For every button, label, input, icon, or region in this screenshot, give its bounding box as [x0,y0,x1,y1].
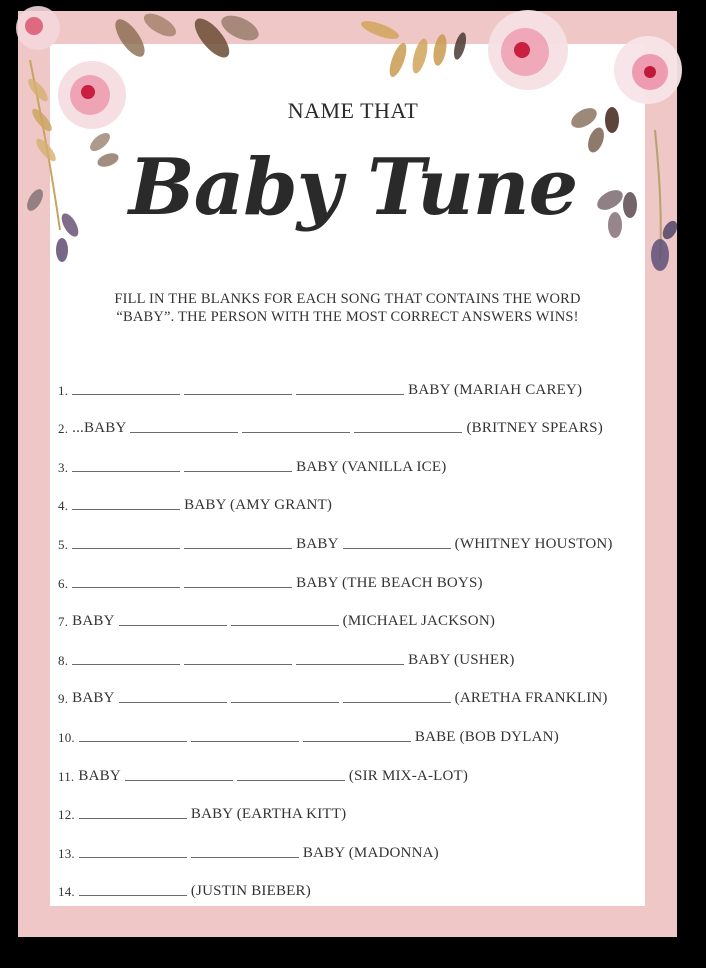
song-item [58,476,648,515]
instructions-line-2: “BABY”. THE PERSON WITH THE MOST CORRECT ANSWERS WINS! [116,309,579,325]
lyric-text: BABY (MARIAH CAREY) [408,381,583,398]
item-number: 8. [58,652,69,668]
answer-blank[interactable] [237,779,345,781]
lyric-text: BABY (VANILLA ICE) [296,458,447,475]
lyric-text: BABY (THE BEACH BOYS) [296,574,483,591]
answer-blank[interactable] [296,393,404,395]
song-item [58,437,648,476]
answer-blank[interactable] [184,586,292,588]
item-number: 13. [58,845,75,861]
answer-blank[interactable] [72,547,180,549]
song-item [58,746,648,785]
item-number: 12. [58,807,75,823]
item-number: 6. [58,575,69,591]
answer-blank[interactable] [79,740,187,742]
song-item [58,823,648,862]
song-item [58,785,648,824]
answer-blank[interactable] [191,856,299,858]
answer-blank[interactable] [72,663,180,665]
song-item [58,592,648,631]
item-number: 5. [58,536,69,552]
page-title: Baby Tune [128,142,578,233]
song-item [58,862,648,901]
answer-blank[interactable] [191,740,299,742]
answer-blank[interactable] [184,470,292,472]
song-item [58,360,648,399]
song-item [58,707,648,746]
lyric-text: (SIR MIX-A-LOT) [348,767,469,784]
answer-blank[interactable] [130,431,238,433]
answer-blank[interactable] [242,431,350,433]
lyric-text: (WHITNEY HOUSTON) [454,535,613,552]
answer-blank[interactable] [354,431,462,433]
answer-blank[interactable] [303,740,411,742]
item-number: 11. [58,768,75,784]
answer-blank[interactable] [72,470,180,472]
song-item [58,630,648,669]
answer-blank[interactable] [79,817,187,819]
song-item [58,669,648,708]
answer-blank[interactable] [343,547,451,549]
song-list [58,360,648,900]
item-number: 1. [58,382,69,398]
lyric-text: BABY (AMY GRANT) [184,497,333,514]
answer-blank[interactable] [231,624,339,626]
item-number: 9. [58,691,69,707]
lyric-text: BABY (EARTHA KITT) [190,806,347,823]
lyric-text: (MICHAEL JACKSON) [342,613,496,630]
lyric-text: BABY (MADONNA) [302,844,439,861]
lyric-text: BABE (BOB DYLAN) [414,728,559,745]
answer-blank[interactable] [184,663,292,665]
lyric-text: BABY [72,690,115,707]
item-number: 3. [58,459,69,475]
answer-blank[interactable] [125,779,233,781]
lyric-text: (BRITNEY SPEARS) [466,420,603,437]
item-number: 7. [58,614,69,630]
item-number: 2. [58,421,69,437]
song-item [58,514,648,553]
answer-blank[interactable] [72,393,180,395]
item-number: 10. [58,729,75,745]
item-number: 4. [58,498,69,514]
answer-blank[interactable] [79,894,187,896]
answer-blank[interactable] [79,856,187,858]
answer-blank[interactable] [72,586,180,588]
answer-blank[interactable] [184,547,292,549]
answer-blank[interactable] [119,701,227,703]
answer-blank[interactable] [231,701,339,703]
lyric-text: BABY [296,535,339,552]
subtitle: NAME THAT [287,98,419,123]
song-item [58,553,648,592]
instructions-line-1: FILL IN THE BLANKS FOR EACH SONG THAT CONTAINS THE WORD [114,291,581,307]
answer-blank[interactable] [296,663,404,665]
lyric-text: (ARETHA FRANKLIN) [454,690,608,707]
answer-blank[interactable] [72,508,180,510]
item-number: 14. [58,884,75,900]
lyric-text: BABY (USHER) [408,651,515,668]
instructions [50,290,645,326]
song-item [58,399,648,438]
answer-blank[interactable] [184,393,292,395]
lyric-text: BABY [72,613,115,630]
answer-blank[interactable] [119,624,227,626]
lyric-text: BABY [78,767,121,784]
answer-blank[interactable] [343,701,451,703]
lyric-text: (JUSTIN BIEBER) [190,883,311,900]
lyric-text: ...BABY [72,420,127,437]
